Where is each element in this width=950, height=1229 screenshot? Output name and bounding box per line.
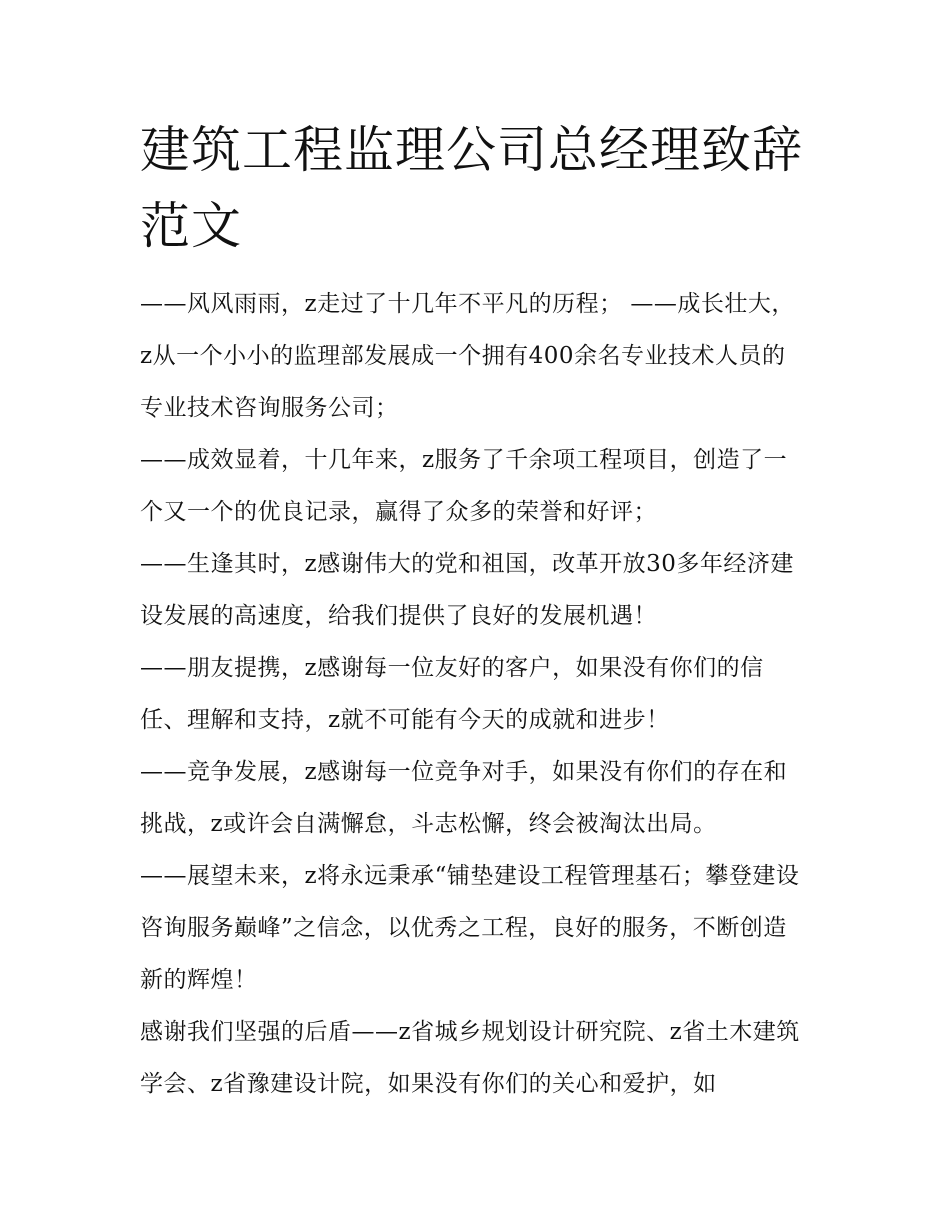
paragraph-6: ——展望未来，z将永远秉承“铺垫建设工程管理基石；攀登建设咨询服务巅峰”之信念，以优秀之工程，良好的服务，不断创造新的辉煌！: [140, 863, 800, 993]
paragraph-7: 感谢我们坚强的后盾——z省城乡规划设计研究院、z省土木建筑学会、z省豫建设计院，如果没有你们的关心和爱护，如: [140, 1019, 800, 1097]
paragraph-1: ——风风雨雨，z走过了十几年不平凡的历程； ——成长壮大，z从一个小小的监理部发展成一个拥有400余名专业技术人员的专业技术咨询服务公司；: [140, 291, 795, 421]
paragraph-2: ——成效显着，十几年来，z服务了千余项工程项目，创造了一个又一个的优良记录，赢得了众多的荣誉和好评；: [140, 447, 788, 525]
document-page: [140, 112, 805, 1110]
paragraph-4: ——朋友提携，z感谢每一位友好的客户，如果没有你们的信任、理解和支持，z就不可能有今天的成就和进步！: [140, 655, 764, 733]
paragraph-5: ——竞争发展，z感谢每一位竞争对手，如果没有你们的存在和挑战，z或许会自满懈怠，斗志松懈，终会被淘汰出局。: [140, 759, 788, 837]
document-title: 建筑工程监理公司总经理致辞范文: [140, 121, 803, 255]
paragraph-3: ——生逢其时，z感谢伟大的党和祖国，改革开放30多年经济建设发展的高速度，给我们提供了良好的发展机遇！: [140, 551, 794, 629]
